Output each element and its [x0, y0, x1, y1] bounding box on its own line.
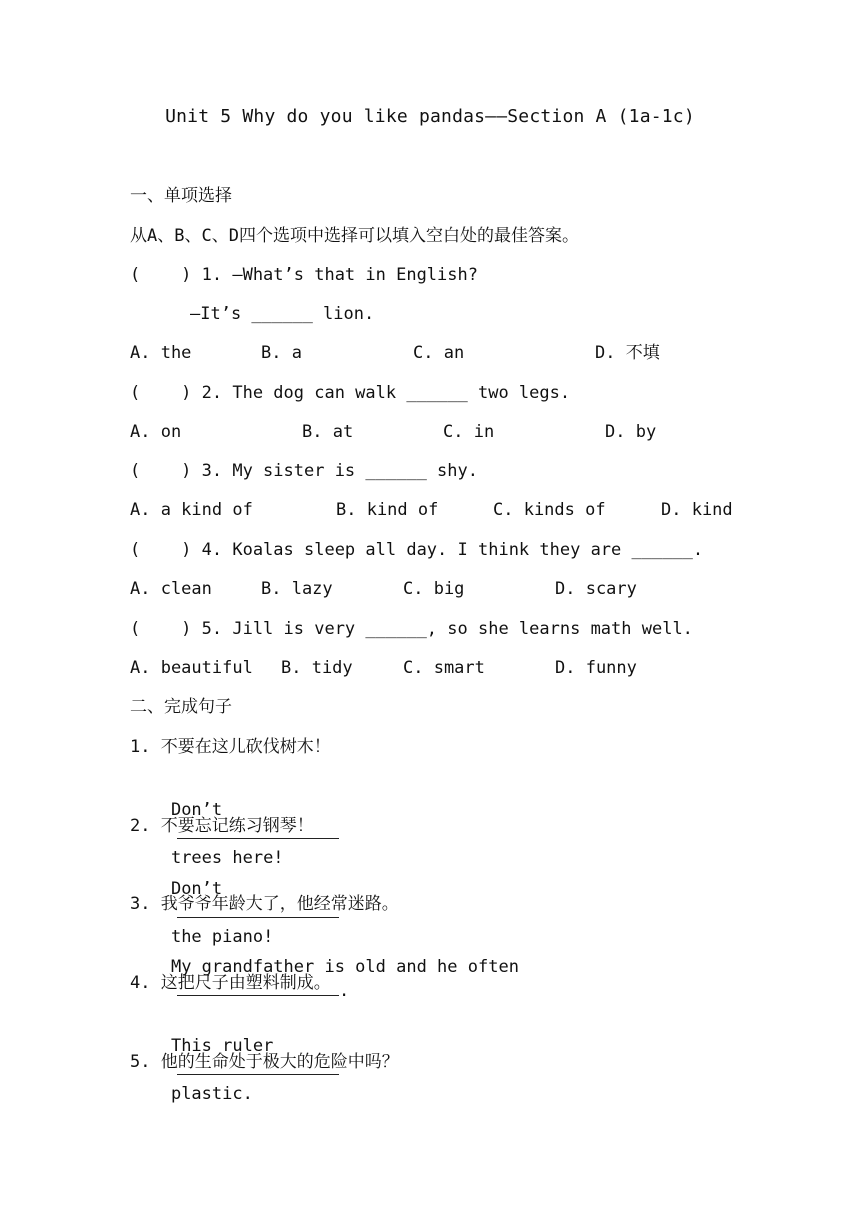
question-1-stem: ( ) 1. —What’s that in English? [130, 265, 478, 285]
question-2-option-a: A. on [130, 422, 182, 442]
sentence-2-chinese: 2. 不要忘记练习钢琴！ [130, 816, 314, 836]
question-1-option-a: A. the [130, 343, 192, 363]
sentence-2-after: the piano! [170, 927, 274, 947]
question-3-option-d: D. kind [661, 500, 733, 520]
question-1-stem2: —It’s ______ lion. [190, 304, 375, 324]
section2-heading: 二、完成句子 [130, 697, 232, 717]
sentence-1-before: Don’t [170, 800, 223, 820]
question-3-stem: ( ) 3. My sister is ______ shy. [130, 461, 478, 481]
question-5-option-c: C. smart [403, 658, 485, 678]
question-3-option-c: C. kinds of [493, 500, 606, 520]
question-5-stem: ( ) 5. Jill is very ______, so she learns math well. [130, 619, 693, 639]
question-4-option-a: A. clean [130, 579, 212, 599]
question-2-option-d: D. by [605, 422, 657, 442]
sentence-1-after: trees here! [170, 848, 284, 868]
question-4-option-b: B. lazy [261, 579, 333, 599]
question-4-option-d: D. scary [555, 579, 637, 599]
sentence-5-chinese: 5. 他的生命处于极大的危险中吗？ [130, 1052, 399, 1072]
question-1-option-d: D. 不填 [595, 343, 660, 363]
question-1-option-b: B. a [261, 343, 302, 363]
question-5-option-a: A. beautiful [130, 658, 253, 678]
sentence-1-chinese: 1. 不要在这儿砍伐树木！ [130, 737, 331, 757]
page-title: Unit 5 Why do you like pandas——Section A (1a-1c) [165, 106, 695, 127]
question-3-option-b: B. kind of [336, 500, 439, 520]
sentence-4-chinese: 4. 这把尺子由塑料制成。 [130, 973, 331, 993]
section1-instruction: 从A、B、C、D四个选项中选择可以填入空白处的最佳答案。 [130, 226, 579, 246]
sentence-2-before: Don’t [170, 879, 223, 899]
section1-heading: 一、单项选择 [130, 186, 232, 206]
question-2-option-b: B. at [302, 422, 354, 442]
question-1-option-c: C. an [413, 343, 465, 363]
question-4-option-c: C. big [403, 579, 465, 599]
question-5-option-b: B. tidy [281, 658, 353, 678]
sentence-3-after: . [338, 981, 350, 1001]
sentence-3-chinese: 3. 我爷爷年龄大了，他经常迷路。 [130, 894, 399, 914]
question-4-stem: ( ) 4. Koalas sleep all day. I think they are ______. [130, 540, 704, 560]
question-2-option-c: C. in [443, 422, 495, 442]
sentence-4-before: This ruler [170, 1036, 274, 1056]
question-3-option-a: A. a kind of [130, 500, 253, 520]
sentence-4-after: plastic. [170, 1084, 253, 1104]
question-5-option-d: D. funny [555, 658, 637, 678]
question-2-stem: ( ) 2. The dog can walk ______ two legs. [130, 383, 571, 403]
sentence-3-before: My grandfather is old and he often [170, 957, 519, 977]
